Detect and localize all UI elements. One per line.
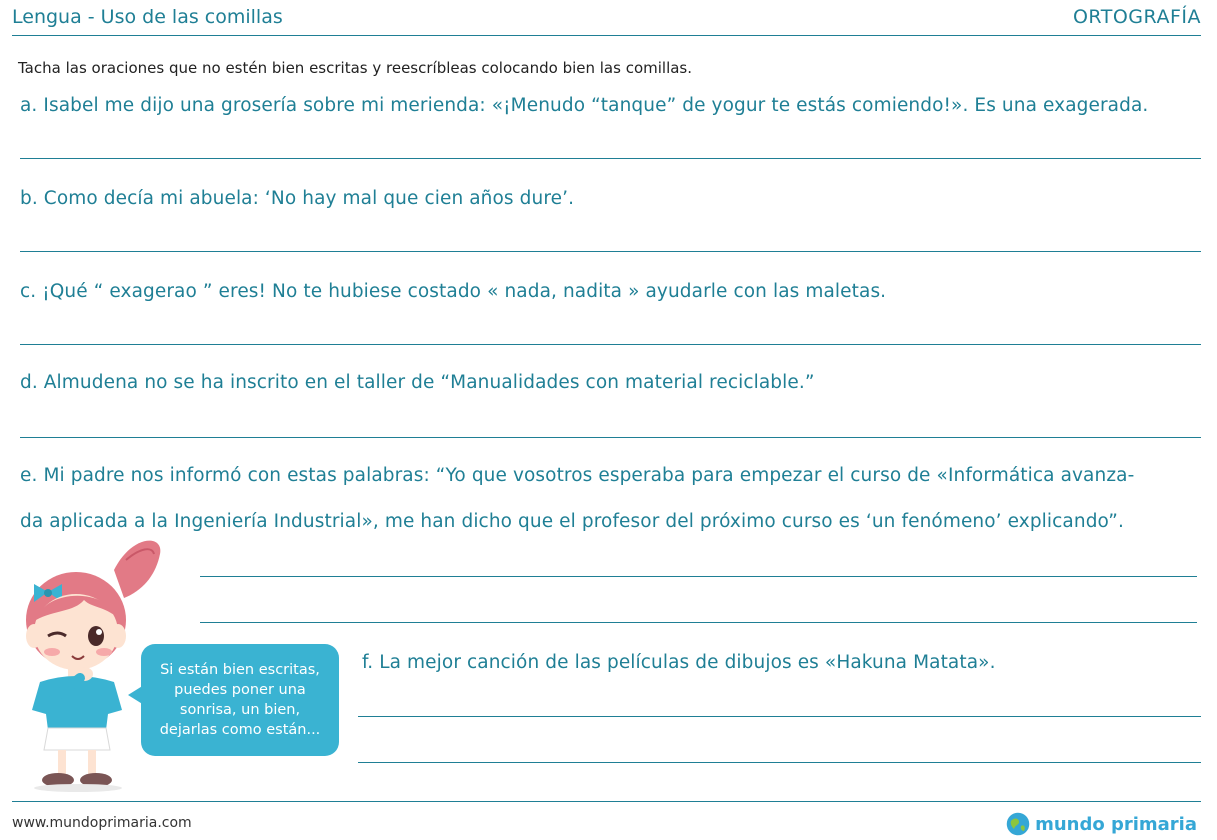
answer-line-f-1[interactable] xyxy=(358,716,1201,717)
answer-line-e-2[interactable] xyxy=(200,622,1197,623)
answer-line-c[interactable] xyxy=(20,344,1201,345)
header-divider xyxy=(12,35,1201,36)
answer-line-e-1[interactable] xyxy=(200,576,1197,577)
answer-line-b[interactable] xyxy=(20,251,1201,252)
speech-bubble-line-3: sonrisa, un bien, xyxy=(179,702,301,718)
sentence-e-line1: e. Mi padre nos informó con estas palabras: “Yo que vosotros esperaba para empezar el curso de «Informática avanza- xyxy=(20,465,1135,486)
sentence-a: a. Isabel me dijo una grosería sobre mi merienda: «¡Menudo “tanque” de yogur te estás comiendo!». Es una exagerada. xyxy=(20,95,1149,116)
speech-bubble-line-2: puedes poner una xyxy=(174,682,306,698)
globe-logo-icon xyxy=(1005,811,1031,837)
answer-line-a[interactable] xyxy=(20,158,1201,159)
speech-bubble-line-1: Si están bien escritas, xyxy=(160,662,320,678)
logo-text: mundo primaria xyxy=(1035,813,1197,835)
footer-divider xyxy=(12,801,1201,802)
sentence-c: c. ¡Qué “ exagerao ” eres! No te hubiese costado « nada, nadita » ayudarle con las maletas. xyxy=(20,281,887,302)
answer-line-f-2[interactable] xyxy=(358,762,1201,763)
instructions-text: Tacha las oraciones que no estén bien escritas y reescríbleas colocando bien las comillas. xyxy=(18,59,693,77)
footer-url[interactable]: www.mundoprimaria.com xyxy=(12,815,192,831)
answer-line-d[interactable] xyxy=(20,437,1201,438)
worksheet-category: ORTOGRAFÍA xyxy=(1072,6,1201,28)
sentence-f: f. La mejor canción de las películas de dibujos es «Hakuna Matata». xyxy=(362,652,996,673)
sentence-b: b. Como decía mi abuela: ‘No hay mal que cien años dure’. xyxy=(20,188,575,209)
sentence-e-line2: da aplicada a la Ingeniería Industrial», me han dicho que el profesor del próximo curso es ‘un fenómeno’ explicando”. xyxy=(20,511,1124,532)
worksheet-title: Lengua - Uso de las comillas xyxy=(12,6,283,28)
speech-bubble xyxy=(141,644,339,756)
mundo-primaria-logo[interactable] xyxy=(1005,811,1197,837)
speech-bubble-line-4: dejarlas como están... xyxy=(159,722,321,738)
sentence-d: d. Almudena no se ha inscrito en el taller de “Manualidades con material reciclable.” xyxy=(20,372,815,393)
